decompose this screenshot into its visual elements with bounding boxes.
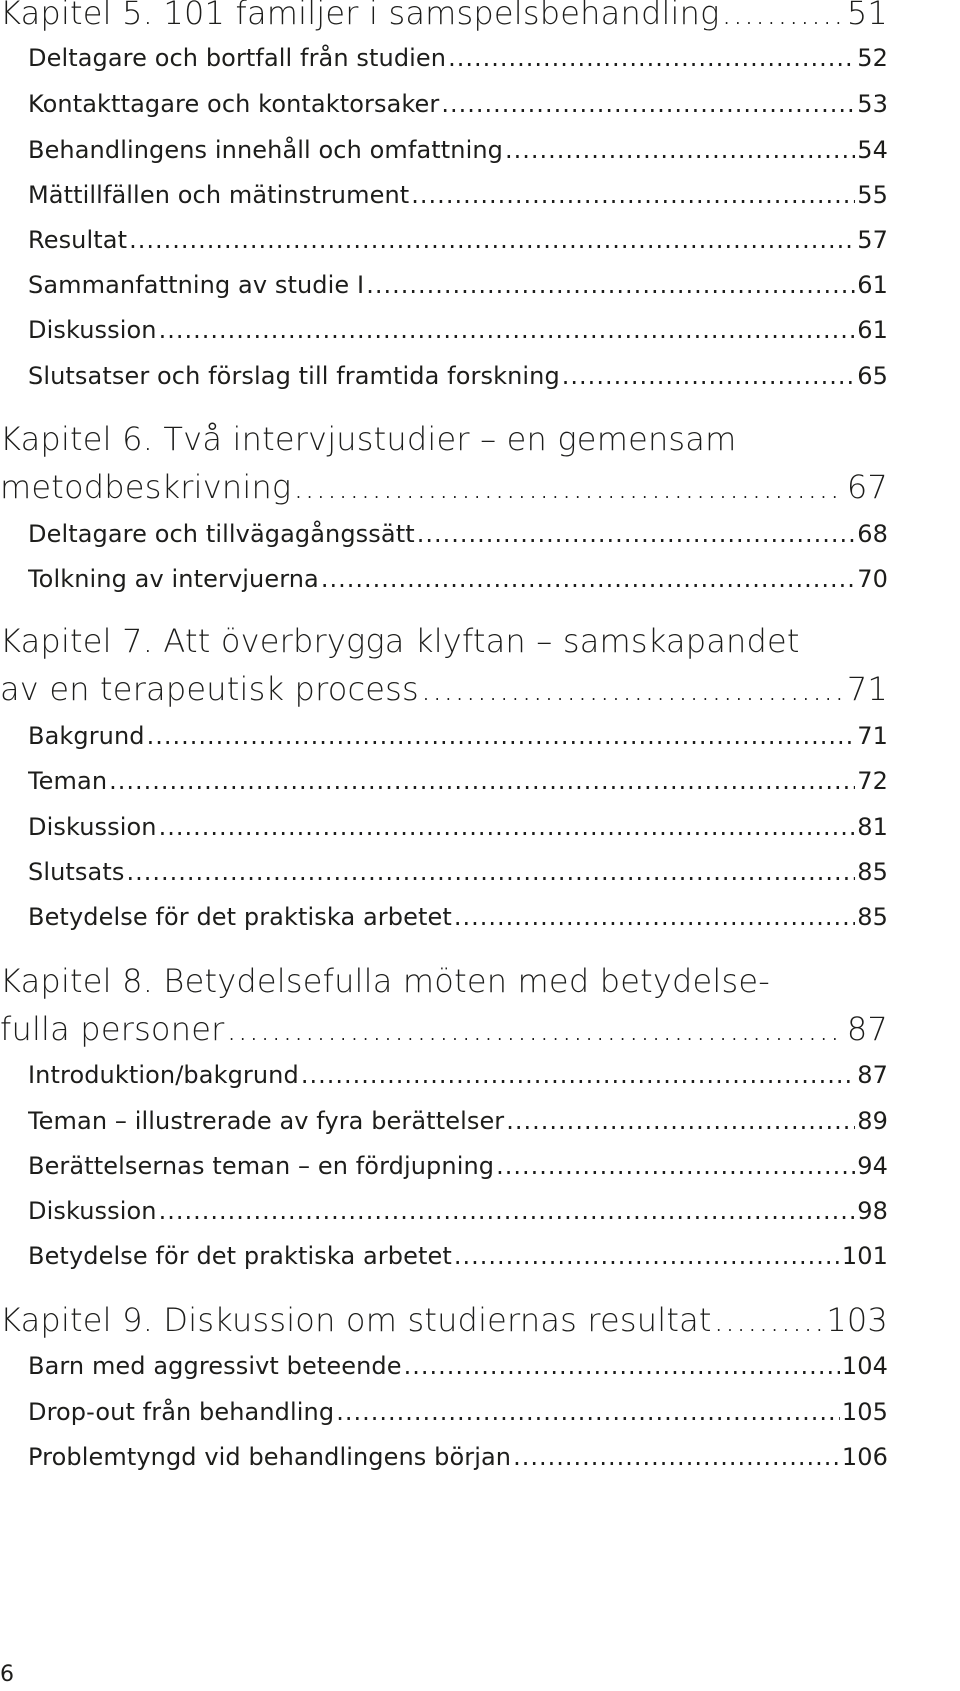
toc-item-title: Problemtyngd vid behandlingens början: [28, 1443, 512, 1471]
toc-item: [28, 362, 888, 390]
toc-item-page: 61: [857, 271, 888, 299]
toc-chapter-title: av en terapeutisk process: [0, 670, 419, 708]
toc-item: [28, 1107, 888, 1135]
toc-leader-dots: [513, 1443, 840, 1471]
toc-page-number: 51: [846, 0, 888, 32]
toc-item-title: Betydelse för det praktiska arbetet: [28, 903, 452, 931]
toc-leader-dots: [506, 1107, 855, 1135]
toc-item-page: 105: [841, 1398, 888, 1426]
toc-leader-dots: [441, 90, 855, 118]
toc-item-title: Diskussion: [28, 1197, 157, 1225]
toc-item-page: 54: [857, 136, 888, 164]
toc-chapter-5: [0, 0, 888, 32]
toc-item: [28, 181, 888, 209]
toc-page-number: 67: [846, 468, 888, 506]
toc-item-page: 101: [841, 1242, 888, 1270]
toc-item: [28, 722, 888, 750]
toc-item: [28, 1398, 888, 1426]
toc-item: [28, 271, 888, 299]
toc-chapter-title: metodbeskrivning: [0, 468, 292, 506]
toc-item-title: Teman: [28, 767, 108, 795]
toc-leader-dots: [301, 1061, 855, 1089]
toc-chapter-title: Kapitel 9. Diskussion om studiernas resultat: [0, 1301, 712, 1339]
toc-item-title: Teman – illustrerade av fyra berättelser: [28, 1107, 505, 1135]
toc-leader-dots: [505, 136, 855, 164]
toc-leader-dots: [454, 1242, 840, 1270]
toc-leader-dots: [129, 226, 855, 254]
toc-item-page: 94: [857, 1152, 888, 1180]
toc-item-title: Deltagare och bortfall från studien: [28, 44, 447, 72]
toc-item-page: 85: [857, 903, 888, 931]
toc-chapter-8: [0, 1010, 888, 1048]
toc-leader-dots: [293, 468, 845, 506]
toc-item-page: 81: [857, 813, 888, 841]
toc-item-page: 52: [857, 44, 888, 72]
toc-item-page: 71: [857, 722, 888, 750]
toc-item-title: Bakgrund: [28, 722, 145, 750]
toc-item: [28, 136, 888, 164]
toc-item-page: 72: [857, 767, 888, 795]
toc-leader-dots: [321, 565, 855, 593]
toc-item-page: 87: [857, 1061, 888, 1089]
toc-leader-dots: [448, 44, 855, 72]
toc-item-page: 70: [857, 565, 888, 593]
toc-item: [28, 90, 888, 118]
toc-item-title: Drop-out från behandling: [28, 1398, 335, 1426]
toc-item: [28, 813, 888, 841]
toc-leader-dots: [496, 1152, 855, 1180]
toc-item-title: Behandlingens innehåll och omfattning: [28, 136, 504, 164]
toc-leader-dots: [417, 520, 856, 548]
toc-item-page: 89: [857, 1107, 888, 1135]
toc-item: [28, 316, 888, 344]
toc-item: [28, 903, 888, 931]
toc-item-title: Deltagare och tillvägagångssätt: [28, 520, 415, 548]
toc-item-title: Tolkning av intervjuerna: [28, 565, 319, 593]
toc-leader-dots: [147, 722, 856, 750]
toc-item: [28, 767, 888, 795]
toc-item: [28, 1152, 888, 1180]
toc-item-page: 98: [857, 1197, 888, 1225]
toc-item: [28, 1197, 888, 1225]
toc-item-title: Diskussion: [28, 316, 157, 344]
toc-item-page: 55: [857, 181, 888, 209]
toc-item: [28, 226, 888, 254]
toc-chapter-9: [0, 1301, 888, 1339]
toc-item: [28, 1242, 888, 1270]
toc-item-title: Resultat: [28, 226, 128, 254]
toc-chapter-8-title-line1: Kapitel 8. Betydelsefulla möten med betydelse-: [0, 962, 770, 1000]
toc-item-page: 85: [857, 858, 888, 886]
toc-item-title: Barn med aggressivt beteende: [28, 1352, 402, 1380]
toc-item: [28, 1061, 888, 1089]
toc-chapter-7: [0, 670, 888, 708]
toc-chapter-6-title-line1: Kapitel 6. Två intervjustudier – en gemensam: [0, 420, 737, 458]
toc-page-number: 87: [846, 1010, 888, 1048]
toc-leader-dots: [159, 1197, 856, 1225]
toc-item: [28, 44, 888, 72]
toc-chapter-title: fulla personer: [0, 1010, 225, 1048]
toc-item-page: 57: [857, 226, 888, 254]
toc-item-page: 104: [841, 1352, 888, 1380]
toc-item-title: Sammanfattning av studie I: [28, 271, 365, 299]
toc-leader-dots: [714, 1301, 825, 1339]
toc-item-page: 68: [857, 520, 888, 548]
toc-item-title: Slutsatser och förslag till framtida forskning: [28, 362, 560, 390]
toc-item-page: 65: [857, 362, 888, 390]
toc-item: [28, 1352, 888, 1380]
toc-item-title: Diskussion: [28, 813, 157, 841]
toc-item: [28, 565, 888, 593]
toc-leader-dots: [421, 670, 845, 708]
toc-leader-dots: [126, 858, 855, 886]
toc-item-page: 106: [841, 1443, 888, 1471]
toc-item: [28, 858, 888, 886]
toc-leader-dots: [336, 1398, 840, 1426]
toc-item: [28, 1443, 888, 1471]
toc-leader-dots: [722, 0, 845, 32]
toc-leader-dots: [454, 903, 855, 931]
toc-item-title: Betydelse för det praktiska arbetet: [28, 1242, 452, 1270]
page-number: 6: [0, 1662, 14, 1687]
toc-item-page: 53: [857, 90, 888, 118]
toc-leader-dots: [159, 316, 856, 344]
toc-chapter-title: Kapitel 5. 101 familjer i samspelsbehandling: [0, 0, 720, 32]
toc-leader-dots: [411, 181, 855, 209]
toc-item-title: Mättillfällen och mätinstrument: [28, 181, 410, 209]
toc-item-title: Berättelsernas teman – en fördjupning: [28, 1152, 495, 1180]
toc-leader-dots: [562, 362, 855, 390]
toc-leader-dots: [109, 767, 855, 795]
toc-item-title: Slutsats: [28, 858, 125, 886]
toc-chapter-6: [0, 468, 888, 506]
toc-leader-dots: [226, 1010, 844, 1048]
toc-item-page: 61: [857, 316, 888, 344]
toc-chapter-7-title-line1: Kapitel 7. Att överbrygga klyftan – samskapandet: [0, 622, 800, 660]
toc-item-title: Kontakttagare och kontaktorsaker: [28, 90, 440, 118]
toc-leader-dots: [159, 813, 856, 841]
toc-leader-dots: [404, 1352, 840, 1380]
toc-leader-dots: [366, 271, 855, 299]
toc-item: [28, 520, 888, 548]
toc-item-title: Introduktion/bakgrund: [28, 1061, 299, 1089]
toc-page-number: 71: [846, 670, 888, 708]
toc-page-number: 103: [826, 1301, 888, 1339]
